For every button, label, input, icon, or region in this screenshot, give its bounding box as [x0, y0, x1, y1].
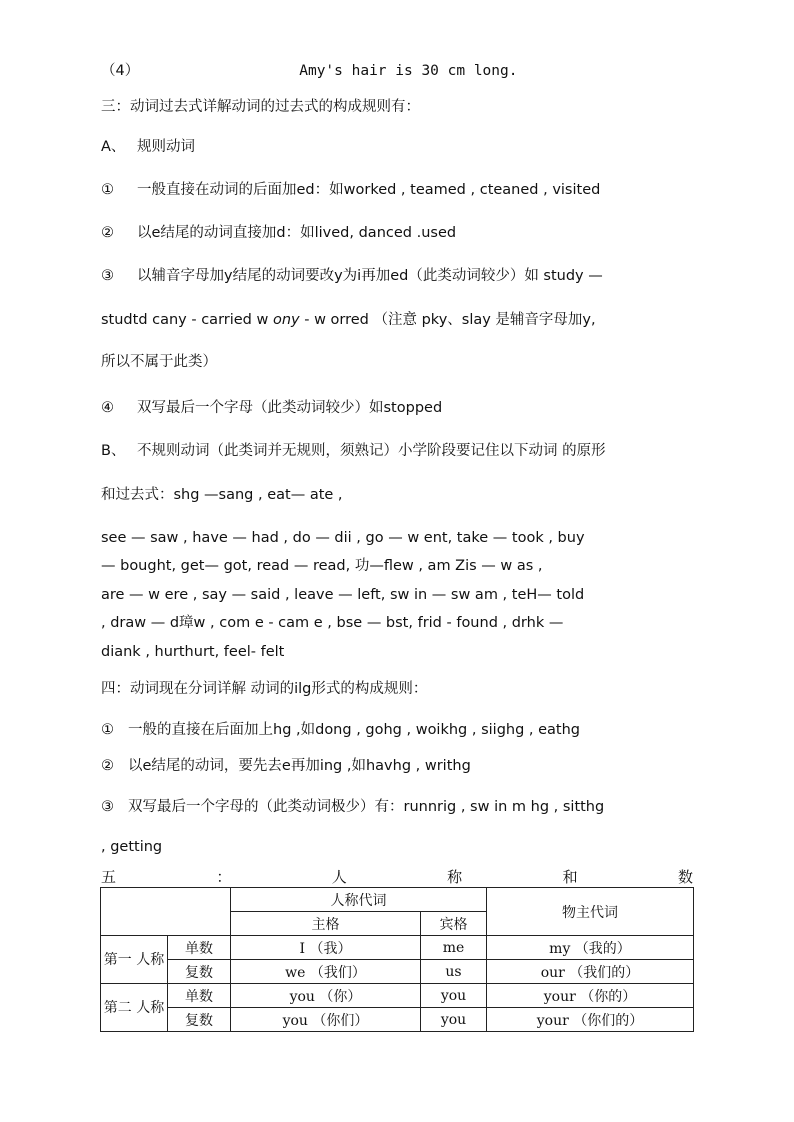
rule-3	[101, 266, 603, 286]
table-row	[101, 960, 694, 984]
subsection-b-line-2: 和过去式：shg —sang , eat— ate ,	[101, 487, 343, 503]
rule-1	[101, 180, 600, 200]
ing-rule-2	[101, 756, 471, 776]
section-5-char: 和	[562, 868, 578, 886]
section-5-char: 五	[101, 868, 117, 886]
section-3-title: 三：动词过去式详解动词的过去式的构成规则有：	[101, 99, 420, 115]
person-second: 第二 人称	[101, 984, 168, 1032]
subsection-b-heading	[101, 441, 606, 461]
subject-cell: I （我）	[231, 936, 421, 960]
rule-2-number: ②	[101, 225, 114, 241]
ing-rule-1-number: ①	[101, 722, 114, 738]
ing-rule-1-text: 一般的直接在后面加上hg ,如dong , gohg , woikhg , siighg , eathg	[128, 722, 581, 738]
rule-3-cont-pre: studtd cany - carried w	[101, 312, 273, 328]
line-4	[101, 61, 517, 81]
rule-2-text: 以e结尾的动词直接加d：如lived, danced .used	[137, 225, 457, 241]
possessive-cell: our （我们的）	[487, 960, 694, 984]
table-corner-cell	[101, 888, 231, 936]
rule-3-continued	[101, 310, 596, 330]
ing-rule-2-number: ②	[101, 758, 114, 774]
number-cell: 复数	[168, 960, 231, 984]
possessive-cell: your （你的）	[487, 984, 694, 1008]
subject-cell: we （我们）	[231, 960, 421, 984]
irregular-verbs-3: are — w ere , say — said , leave — left, sw in — sw am , teH— told	[101, 587, 585, 603]
irregular-verbs-1: see — saw , have — had , do — dii , go — w ent, take — took , buy	[101, 530, 585, 546]
object-cell: you	[421, 984, 487, 1008]
rule-4-number: ④	[101, 400, 114, 416]
table-header-row	[101, 888, 694, 912]
rule-3-number: ③	[101, 268, 114, 284]
subsection-b-title: 不规则动词（此类词并无规则，须熟记）小学阶段要记住以下动词 的原形	[137, 443, 606, 459]
line-4-text: Amy's hair is 30 cm long.	[299, 63, 518, 79]
subsection-b-label: B、	[101, 443, 126, 459]
rule-3-cont-italic: ony	[272, 312, 300, 328]
ing-rule-3	[101, 797, 604, 817]
section-5-char: 数	[677, 868, 693, 886]
rule-3-cont-post: - w orred （注意 pky、slay 是辅音字母加y,	[299, 312, 596, 328]
rule-1-number: ①	[101, 182, 114, 198]
number-cell: 单数	[168, 936, 231, 960]
section-4-title: 四：动词现在分词详解 动词的ilg形式的构成规则：	[101, 681, 428, 697]
subject-cell: you （你们）	[231, 1008, 421, 1032]
irregular-verbs-4: , draw — d璋w , com e - cam e , bse — bst, frid - found , drhk —	[101, 615, 564, 631]
object-cell: us	[421, 960, 487, 984]
possessive-cell: my （我的）	[487, 936, 694, 960]
possessive-cell: your （你们的）	[487, 1008, 694, 1032]
ing-rule-3-number: ③	[101, 799, 114, 815]
table-row	[101, 1008, 694, 1032]
subject-cell: you （你）	[231, 984, 421, 1008]
person-first: 第一 人称	[101, 936, 168, 984]
ing-rule-2-text: 以e结尾的动词，要先去e再加ing ,如havhg , writhg	[128, 758, 471, 774]
section-5-char: 称	[447, 868, 463, 886]
header-subject-case: 主格	[231, 912, 421, 936]
header-object-case: 宾格	[421, 912, 487, 936]
ing-rule-3-continued: , getting	[101, 839, 163, 855]
ing-rule-1	[101, 720, 580, 740]
number-cell: 单数	[168, 984, 231, 1008]
header-possessive-pronoun: 物主代词	[487, 888, 694, 936]
ing-rule-3-text: 双写最后一个字母的（此类动词极少）有：runnrig , sw in m hg , sitthg	[128, 799, 605, 815]
subsection-a-heading	[101, 137, 195, 157]
section-5-char: ：	[216, 868, 232, 886]
section-5-title	[101, 866, 693, 888]
rule-3-text: 以辅音字母加y结尾的动词要改y为i再加ed（此类动词较少）如 study —	[137, 268, 603, 284]
rule-2	[101, 223, 456, 243]
pronoun-table	[100, 887, 694, 1032]
subsection-a-title: 规则动词	[137, 139, 195, 155]
section-5-char: 人	[331, 868, 347, 886]
subsection-a-label: A、	[101, 139, 126, 155]
table-row	[101, 936, 694, 960]
object-cell: you	[421, 1008, 487, 1032]
irregular-verbs-2: — bought, get— got, read — read, 功—flew , am Zis — w as ,	[101, 558, 543, 574]
rule-3-note-end: 所以不属于此类）	[101, 354, 217, 370]
table-row	[101, 984, 694, 1008]
number-cell: 复数	[168, 1008, 231, 1032]
irregular-verbs-5: diank , hurthurt, feel- felt	[101, 644, 285, 660]
rule-4-text: 双写最后一个字母（此类动词较少）如stopped	[137, 400, 443, 416]
header-personal-pronoun: 人称代词	[231, 888, 487, 912]
rule-4	[101, 398, 442, 418]
object-cell: me	[421, 936, 487, 960]
rule-1-text: 一般直接在动词的后面加ed：如worked , teamed , cteaned , visited	[137, 182, 601, 198]
item-number: （4）	[101, 63, 140, 79]
